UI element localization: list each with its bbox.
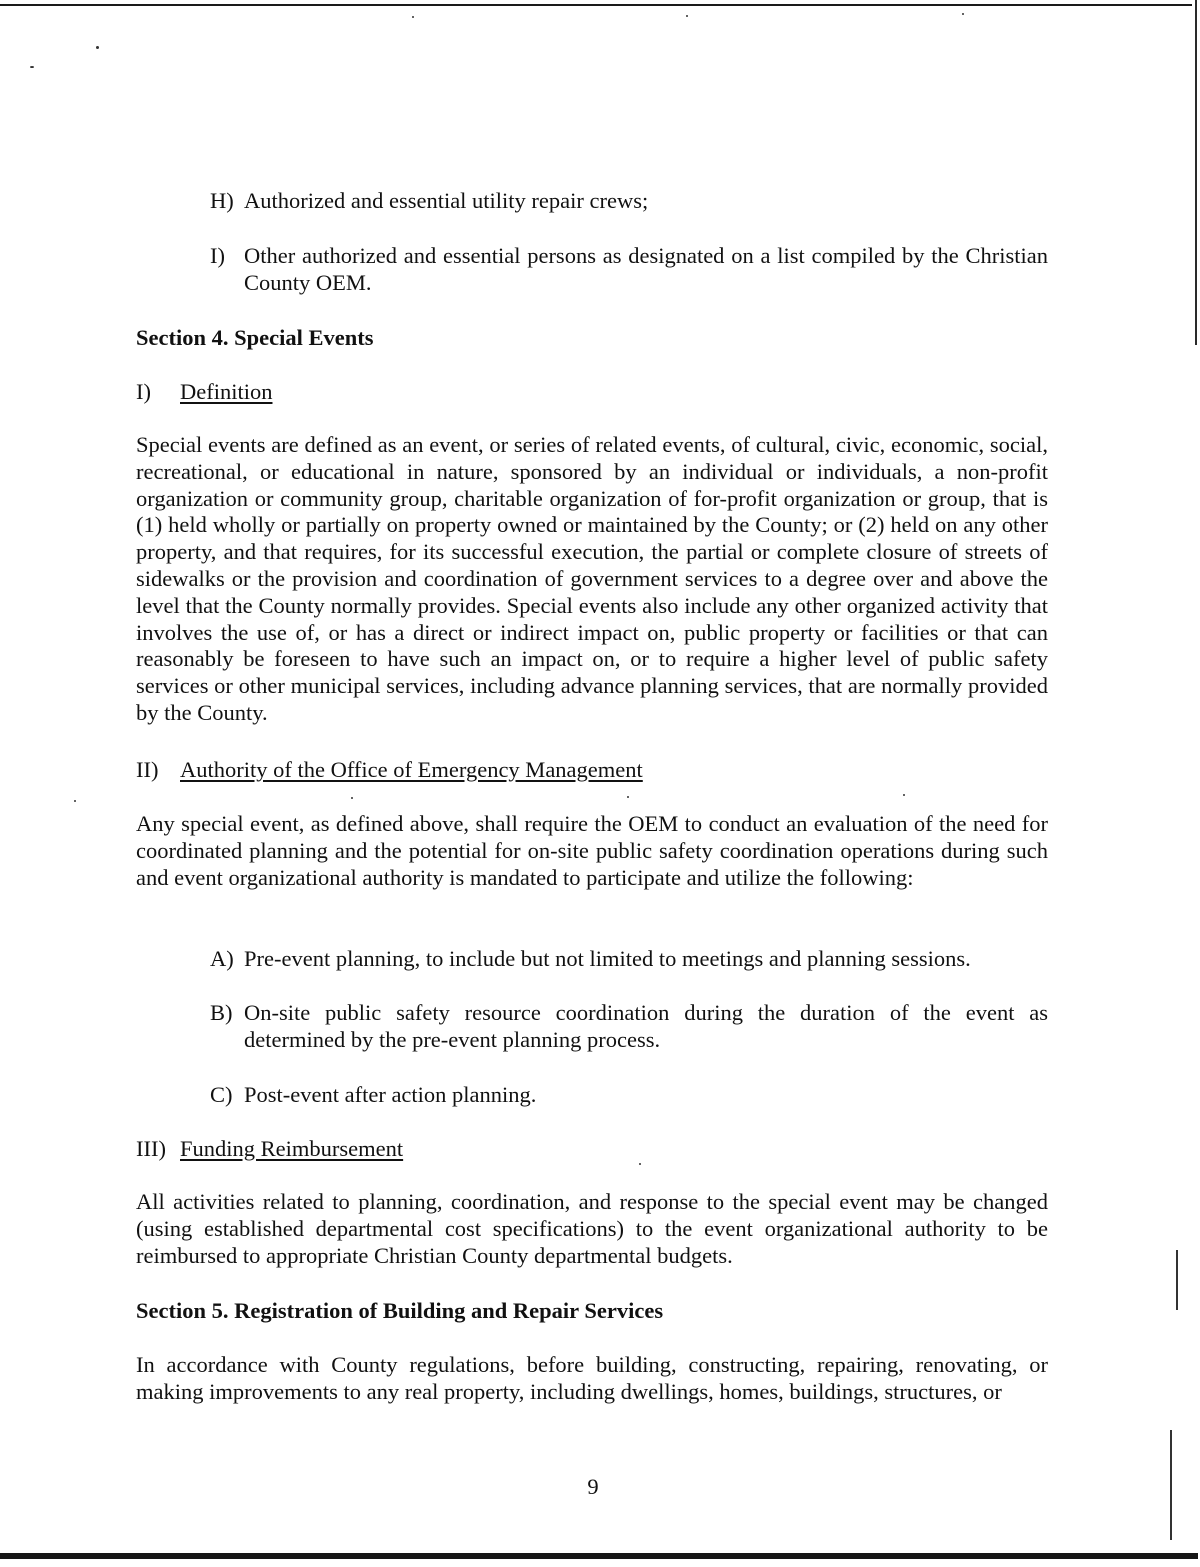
section-heading: Section 5. Registration of Building and Repair Services <box>136 1298 664 1323</box>
subsection-heading <box>136 379 272 406</box>
subsection-title: Definition <box>180 379 273 404</box>
scan-speck <box>412 16 414 18</box>
list-marker: C) <box>210 1082 233 1107</box>
subsection-title: Authority of the Office of Emergency Management <box>180 757 643 782</box>
scan-speck <box>351 797 353 799</box>
list-marker: A) <box>210 946 234 971</box>
scan-speck <box>903 794 905 796</box>
subsection-number: III) <box>136 1136 166 1161</box>
subsection-heading <box>136 1136 403 1163</box>
authority-paragraph: Any special event, as defined above, shall require the OEM to conduct an evaluation of the need for coordinated planning and the potential for on-site public safety coordination operations during such and event organizational authority is mandated to participate and utilize the following: <box>136 811 1048 890</box>
list-text: Authorized and essential utility repair crews; <box>244 188 649 213</box>
list-item <box>210 946 1048 973</box>
subsection-number: II) <box>136 757 159 782</box>
list-marker: B) <box>210 1000 233 1025</box>
subsection-number: I) <box>136 379 151 404</box>
scan-speck <box>96 46 99 49</box>
list-marker: I) <box>210 243 225 268</box>
definition-paragraph: Special events are defined as an event, or series of related events, of cultural, civic, economic, social, recreational, or educational in nature, sponsored by an individual or individuals, a non-profit organization or community group, charitable organization of for-profit organization or group, that is (1) held wholly or partially on property owned or maintained by the County; or (2) held on any other property, and that requires, for its successful execution, the partial or complete closure of streets of sidewalks or the provision and coordination of government services to a degree over and above the level that the County normally provides. Special events also include any other organized activity that involves the use of, or has a direct or indirect impact on, public property or facilities or that can reasonably be foreseen to have such an impact on, or to require a higher level of public safety services or other municipal services, including advance planning services, that are normally provided by the County. <box>136 432 1048 725</box>
list-item <box>210 188 1048 215</box>
list-item <box>210 1082 1048 1109</box>
scan-speck <box>627 796 629 798</box>
scan-speck <box>30 66 34 68</box>
page-number: 9 <box>587 1474 599 1499</box>
scan-speck <box>686 15 688 17</box>
scan-right-edge <box>1195 0 1197 345</box>
list-text: Other authorized and essential persons as designated on a list compiled by the Christian County OEM. <box>244 243 1048 295</box>
funding-paragraph: All activities related to planning, coordination, and response to the special event may be changed (using established departmental cost specifications) to the event organizational authority to be reimbursed to appropriate Christian County departmental budgets. <box>136 1189 1048 1268</box>
scan-top-rule <box>0 4 1192 6</box>
scan-edge-mark <box>1176 1250 1178 1310</box>
scan-speck <box>639 1163 641 1165</box>
scan-bottom-rule <box>0 1553 1198 1559</box>
list-text: On-site public safety resource coordination during the duration of the event as determined by the pre-event planning process. <box>244 1000 1048 1052</box>
scan-speck <box>962 13 964 15</box>
list-marker: H) <box>210 188 234 213</box>
list-text: Post-event after action planning. <box>244 1082 537 1107</box>
subsection-heading <box>136 757 643 784</box>
section5-paragraph: In accordance with County regulations, before building, constructing, repairing, renovating, or making improvements to any real property, including dwellings, homes, buildings, structures, or <box>136 1352 1048 1404</box>
subsection-title: Funding Reimbursement <box>180 1136 404 1161</box>
list-item <box>210 243 1048 297</box>
section-heading: Section 4. Special Events <box>136 325 374 350</box>
list-text: Pre-event planning, to include but not limited to meetings and planning sessions. <box>244 946 971 971</box>
scan-speck <box>74 800 76 802</box>
list-item <box>210 1000 1048 1054</box>
